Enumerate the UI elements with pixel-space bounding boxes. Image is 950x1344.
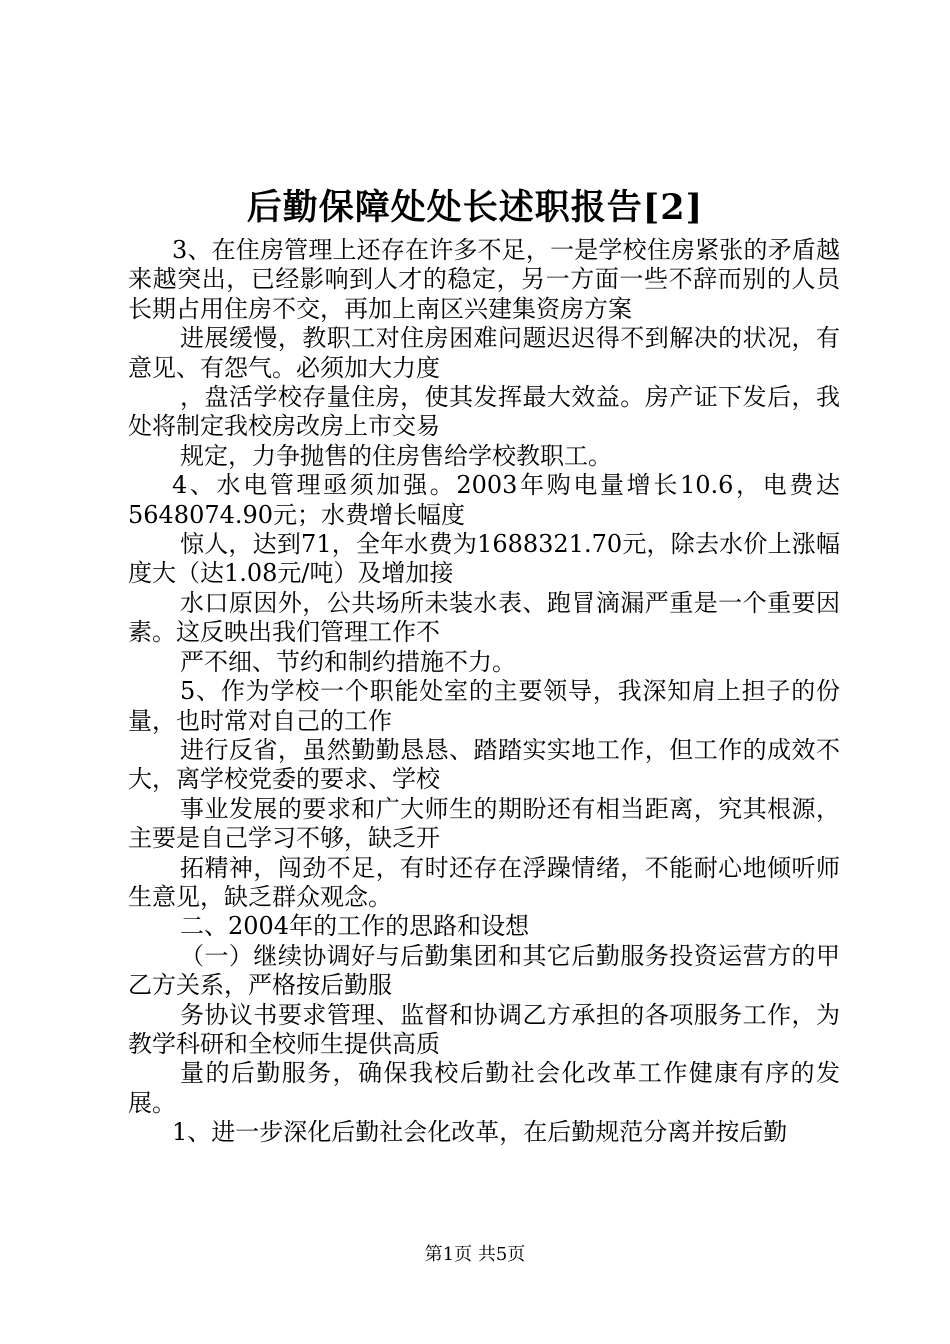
paragraph: 拓精神，闯劲不足，有时还存在浮躁情绪，不能耐心地倾听师生意见，缺乏群众观念。 [128, 853, 840, 911]
paragraph: 进展缓慢，教职工对住房困难问题迟迟得不到解决的状况，有意见、有怨气。必须加大力度 [128, 324, 840, 382]
paragraph: 量的后勤服务，确保我校后勤社会化改革工作健康有序的发展。 [128, 1059, 840, 1117]
paragraph: 1、进一步深化后勤社会化改革，在后勤规范分离并按后勤 [172, 1118, 788, 1147]
section-heading: 二、2004年的工作的思路和设想 [180, 912, 530, 941]
paragraph: 进行反省，虽然勤勤恳恳、踏踏实实地工作，但工作的成效不大，离学校党委的要求、学校 [128, 735, 840, 794]
paragraph: 规定，力争抛售的住房售给学校教职工。 [180, 441, 612, 470]
paragraph: 事业发展的要求和广大师生的期盼还有相当距离，究其根源，主要是自己学习不够，缺乏开 [128, 794, 840, 853]
paragraph: ，盘活学校存量住房，使其发挥最大效益。房产证下发后，我处将制定我校房改房上市交易 [128, 383, 840, 441]
paragraph: （一）继续协调好与后勤集团和其它后勤服务投资运营方的甲乙方关系，严格按后勤服 [128, 941, 840, 1000]
document-body [128, 236, 840, 1148]
paragraph: 3、在住房管理上还存在许多不足，一是学校住房紧张的矛盾越来越突出，已经影响到人才的稳定，另一方面一些不辞而别的人员长期占用住房不交，再加上南区兴建集资房方案 [128, 236, 840, 323]
paragraph: 水口原因外，公共场所未装水表、跑冒滴漏严重是一个重要因素。这反映出我们管理工作不 [128, 588, 840, 647]
paragraph: 严不细、节约和制约措施不力。 [180, 647, 516, 676]
paragraph: 务协议书要求管理、监督和协调乙方承担的各项服务工作，为教学科研和全校师生提供高质 [128, 1000, 840, 1058]
paragraph: 5、作为学校一个职能处室的主要领导，我深知肩上担子的份量，也时常对自己的工作 [128, 677, 840, 735]
page-number-footer: 第1页 共5页 [424, 1244, 526, 1265]
document-title: 后勤保障处处长述职报告[2] [246, 187, 704, 228]
paragraph: 惊人，达到71，全年水费为1688321.70元，除去水价上涨幅度大（达1.08元/吨）及增加接 [128, 530, 840, 588]
paragraph: 4、水电管理亟须加强。2003年购电量增长10.6，电费达5648074.90元；水费增长幅度 [128, 471, 840, 529]
